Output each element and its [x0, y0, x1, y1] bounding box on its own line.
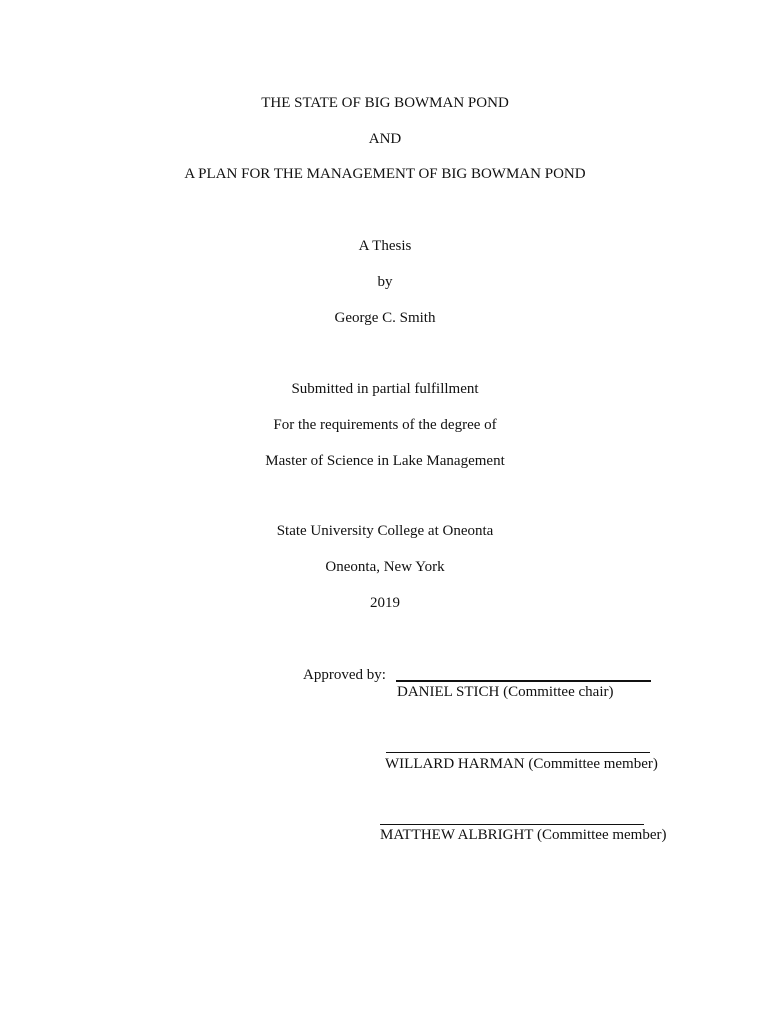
submission-line-2: For the requirements of the degree of [273, 417, 497, 433]
signature-line-member-1 [386, 752, 650, 753]
thesis-type: A Thesis [358, 238, 412, 254]
institution-year: 2019 [370, 595, 400, 611]
signer-name-member-2: MATTHEW ALBRIGHT (Committee member) [380, 827, 667, 843]
title-line-2: AND [368, 131, 402, 147]
signer-name-member-1: WILLARD HARMAN (Committee member) [385, 756, 658, 772]
institution-name: State University College at Oneonta [276, 523, 494, 539]
signer-name-chair: DANIEL STICH (Committee chair) [397, 684, 614, 700]
thesis-author: George C. Smith [334, 310, 436, 326]
approved-by-label: Approved by: [303, 667, 386, 683]
submission-line-3: Master of Science in Lake Management [265, 453, 505, 469]
institution-location: Oneonta, New York [325, 559, 445, 575]
signature-line-chair [396, 680, 651, 682]
title-line-1: THE STATE OF BIG BOWMAN POND [261, 95, 509, 111]
submission-line-1: Submitted in partial fulfillment [291, 381, 479, 397]
signature-line-member-2 [380, 824, 644, 825]
title-line-3: A PLAN FOR THE MANAGEMENT OF BIG BOWMAN POND [184, 166, 586, 182]
thesis-by: by [377, 274, 393, 290]
